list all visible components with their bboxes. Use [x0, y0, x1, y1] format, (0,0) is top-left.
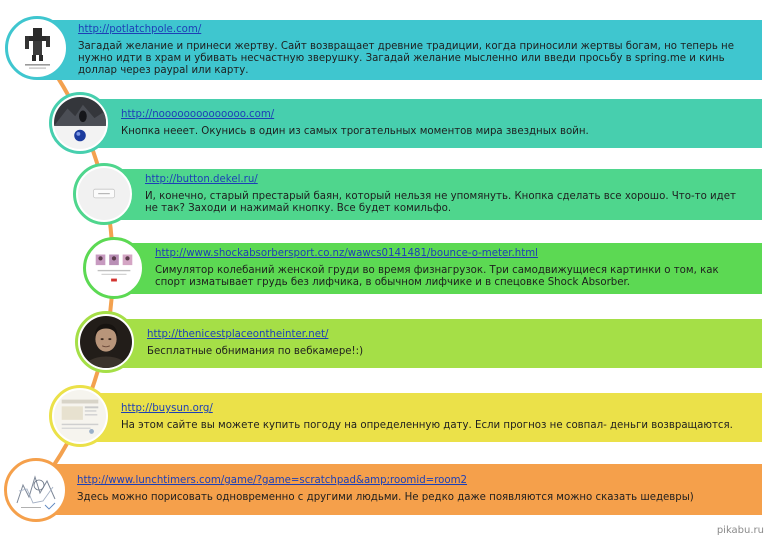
description-line: Здесь можно порисовать одновременно с другими людьми. Не редко даже появляются можно сказать шедевры): [77, 492, 694, 503]
description-line: Симулятор колебаний женской груди во время физнагрузок. Три самодвижущиеся картинки о том, как: [155, 265, 719, 276]
site-thumbnail: [83, 237, 145, 299]
site-thumbnail: [73, 163, 135, 225]
list-item-content: [36, 464, 762, 515]
list-item-content: [37, 20, 762, 80]
description-line: Загадай желание и принеси жертву. Сайт возвращает древние традиции, когда приносили жертвы богам, но теперь не: [78, 40, 734, 52]
thumbnail-art: [9, 463, 63, 517]
list-item: [80, 99, 762, 148]
site-thumbnail: [49, 385, 111, 447]
description-line: нужно идти в храм и убивать несчастную зверушку. Загадай желание мысленно или введи просьбу в spring.me и кинь: [78, 52, 725, 64]
list-item: [114, 243, 762, 294]
thumbnail-art: [54, 390, 106, 442]
description-line: спорт изматывает грудь без лифчика, в обычном лифчике и в спецовке Shock Absorber.: [155, 277, 630, 288]
site-thumbnail: [49, 92, 111, 154]
list-item: [37, 20, 762, 80]
list-item-content: [114, 243, 762, 294]
thumbnail-art: [80, 316, 132, 368]
list-item-content: [80, 99, 762, 148]
description-line: На этом сайте вы можете купить погоду на определенную дату. Если прогноз не совпал- деньги возвращаются.: [121, 420, 733, 431]
site-thumbnail: [4, 458, 68, 522]
watermark: pikabu.ru: [716, 525, 764, 536]
site-link[interactable]: http://buysun.org/: [121, 403, 213, 414]
site-link[interactable]: http://button.dekel.ru/: [145, 174, 258, 185]
thumbnail-art: [88, 242, 140, 294]
site-link[interactable]: http://potlatchpole.com/: [78, 23, 202, 35]
thumbnail-art: [78, 168, 130, 220]
site-thumbnail: [5, 16, 69, 80]
site-thumbnail: [75, 311, 137, 373]
list-item: [106, 319, 762, 368]
description-line: не так? Заходи и нажимай кнопку. Все будет комильфо.: [145, 203, 452, 214]
site-link[interactable]: http://noooooooooooooo.com/: [121, 109, 275, 120]
list-item-content: [80, 393, 762, 442]
site-link[interactable]: http://www.shockabsorbersport.co.nz/wawcs0141481/bounce-o-meter.html: [155, 248, 538, 259]
description-line: И, конечно, старый престарый баян, который нельзя не упомянуть. Кнопка сделать все хорошо. Что-то идет: [145, 191, 736, 202]
site-link[interactable]: http://thenicestplaceontheinter.net/: [147, 329, 329, 340]
description-line: Кнопка нееет. Окунись в один из самых трогательных моментов мира звездных войн.: [121, 126, 589, 137]
site-link[interactable]: http://www.lunchtimers.com/game/?game=scratchpad&amp;roomid=room2: [77, 475, 468, 486]
description-line: Бесплатные обнимания по вебкамере!:): [147, 346, 364, 357]
list-item-content: [104, 169, 762, 220]
thumbnail-art: [54, 97, 106, 149]
description-line: доллар через paypal или карту.: [78, 64, 249, 76]
list-item: [80, 393, 762, 442]
list-item-content: [106, 319, 762, 368]
thumbnail-art: [10, 21, 64, 75]
list-item: [104, 169, 762, 220]
list-item: [36, 464, 762, 515]
